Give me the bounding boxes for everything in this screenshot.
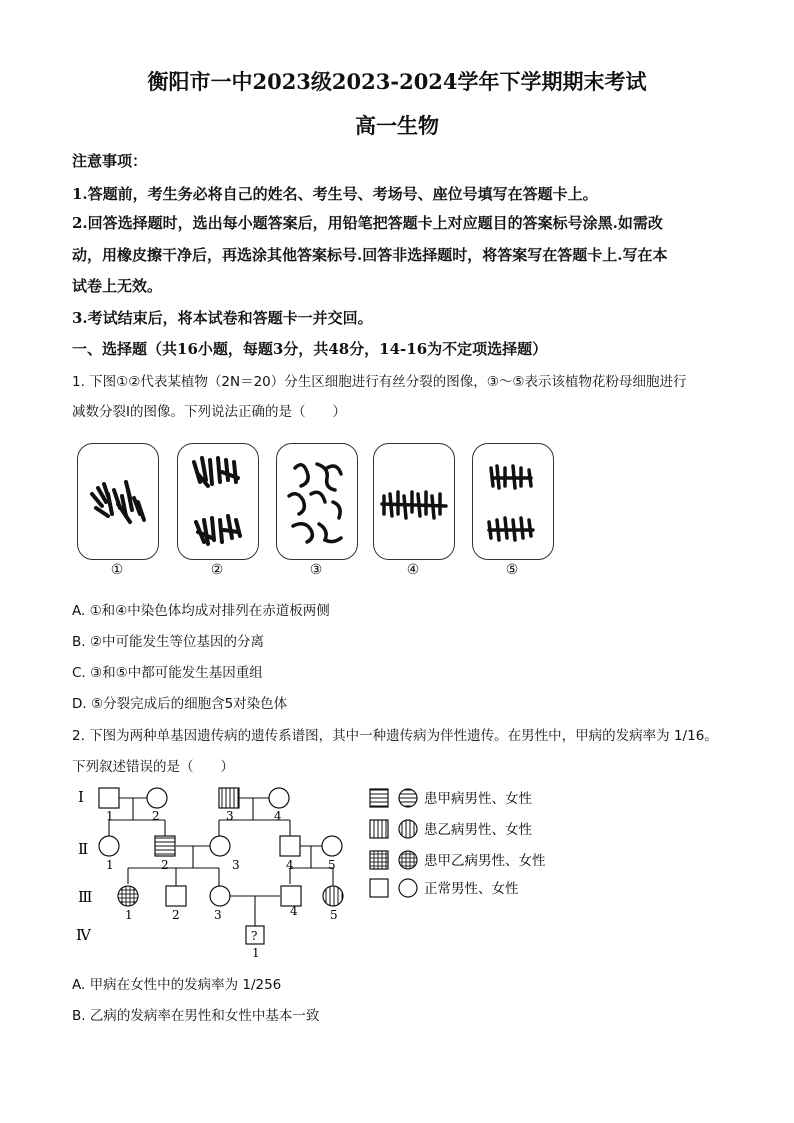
q1-option-d: D. ⑤分裂完成后的细胞含5对染色体 <box>72 696 288 712</box>
num-III-1: 1 <box>125 908 133 922</box>
legend-female-yi-icon <box>399 820 417 838</box>
gen-label-1: Ⅰ <box>78 788 84 806</box>
cell-label-1: ① <box>110 562 124 578</box>
notice-item-2-line-3: 试卷上无效。 <box>72 277 163 295</box>
unknown-mark: ? <box>251 929 258 943</box>
num-I-3: 3 <box>226 809 234 823</box>
pedigree-III-5 <box>323 886 343 906</box>
pedigree-II-4 <box>280 836 300 856</box>
subject-title: 高一生物 <box>355 113 439 138</box>
num-I-1: 1 <box>106 809 114 823</box>
legend-male-yi-icon <box>370 820 388 838</box>
q2-stem-line-1: 2. 下图为两种单基因遗传病的遗传系谱图，其中一种遗传病为伴性遗传。在男性中，甲病的发病率为 1/16。 <box>72 728 718 744</box>
num-III-4: 4 <box>290 904 298 918</box>
gen-label-2: Ⅱ <box>78 840 89 858</box>
legend-jia: 患甲病男性、女性 <box>424 791 532 807</box>
legend-female-both-icon <box>399 851 417 869</box>
cell-label-3: ③ <box>309 562 323 578</box>
exam-title: 衡阳市一中2023级2023-2024学年下学期期末考试 <box>147 69 647 94</box>
legend-yi: 患乙病男性、女性 <box>424 822 532 838</box>
q1-stem-line-2: 减数分裂Ⅰ的图像。下列说法正确的是（ ） <box>72 404 346 420</box>
notice-item-3: 3.考试结束后，将本试卷和答题卡一并交回。 <box>72 309 373 327</box>
pedigree-II-2 <box>155 836 175 856</box>
cell-label-5: ⑤ <box>505 562 519 578</box>
cell-image-2 <box>177 443 259 560</box>
section-heading: 一、选择题（共16小题，每题3分，共48分，14-16为不定项选择题） <box>72 340 548 358</box>
legend-normal: 正常男性、女性 <box>424 881 519 897</box>
legend-male-normal-icon <box>370 879 388 897</box>
pedigree-I-1 <box>99 788 119 808</box>
q1-option-b: B. ②中可能发生等位基因的分离 <box>72 634 264 650</box>
cell-image-4 <box>373 443 455 560</box>
cell-image-5 <box>472 443 554 560</box>
cell-label-4: ④ <box>406 562 420 578</box>
pedigree-I-3 <box>219 788 239 808</box>
num-III-3: 3 <box>214 908 222 922</box>
gen-label-4: Ⅳ <box>76 926 91 944</box>
cell-image-1 <box>77 443 159 560</box>
pedigree-II-1 <box>99 836 119 856</box>
num-III-2: 2 <box>172 908 180 922</box>
pedigree-II-5 <box>322 836 342 856</box>
pedigree-III-3 <box>210 886 230 906</box>
cell-label-2: ② <box>210 562 224 578</box>
num-II-1: 1 <box>106 858 114 872</box>
pedigree-III-4 <box>281 886 301 906</box>
num-I-4: 4 <box>274 809 282 823</box>
legend-female-normal-icon <box>399 879 417 897</box>
num-II-4: 4 <box>286 858 294 872</box>
num-II-5: 5 <box>328 858 336 872</box>
legend-both: 患甲乙病男性、女性 <box>424 853 546 869</box>
notice-heading: 注意事项： <box>72 152 148 170</box>
q2-stem-line-2: 下列叙述错误的是（ ） <box>72 759 234 775</box>
q1-option-a: A. ①和④中染色体均成对排列在赤道板两侧 <box>72 603 330 619</box>
num-II-2: 2 <box>161 858 169 872</box>
pedigree-I-4 <box>269 788 289 808</box>
num-IV-1: 1 <box>252 946 260 960</box>
q1-option-c: C. ③和⑤中都可能发生基因重组 <box>72 665 263 681</box>
q2-option-b: B. 乙病的发病率在男性和女性中基本一致 <box>72 1008 320 1024</box>
num-II-3: 3 <box>232 858 240 872</box>
num-I-2: 2 <box>152 809 160 823</box>
legend-male-both-icon <box>370 851 388 869</box>
pedigree-II-3 <box>210 836 230 856</box>
notice-item-1: 1.答题前，考生务必将自己的姓名、考生号、考场号、座位号填写在答题卡上。 <box>72 185 598 203</box>
pedigree-III-2 <box>166 886 186 906</box>
q2-option-a: A. 甲病在女性中的发病率为 1/256 <box>72 977 282 993</box>
pedigree-chart <box>68 780 568 960</box>
pedigree-I-2 <box>147 788 167 808</box>
legend-female-jia-icon <box>399 789 417 807</box>
pedigree-III-1 <box>118 886 138 906</box>
legend-male-jia-icon <box>370 789 388 807</box>
notice-item-2-line-1: 2.回答选择题时，选出每小题答案后，用铅笔把答题卡上对应题目的答案标号涂黑.如需改 <box>72 214 663 232</box>
num-III-5: 5 <box>330 908 338 922</box>
notice-item-2-line-2: 动，用橡皮擦干净后，再选涂其他答案标号.回答非选择题时，将答案写在答题卡上.写在本 <box>72 246 668 264</box>
q1-stem-line-1: 1. 下图①②代表某植物（2N＝20）分生区细胞进行有丝分裂的图像，③～⑤表示该植物花粉母细胞进行 <box>72 374 687 390</box>
gen-label-3: Ⅲ <box>78 888 93 906</box>
cell-image-3 <box>276 443 358 560</box>
